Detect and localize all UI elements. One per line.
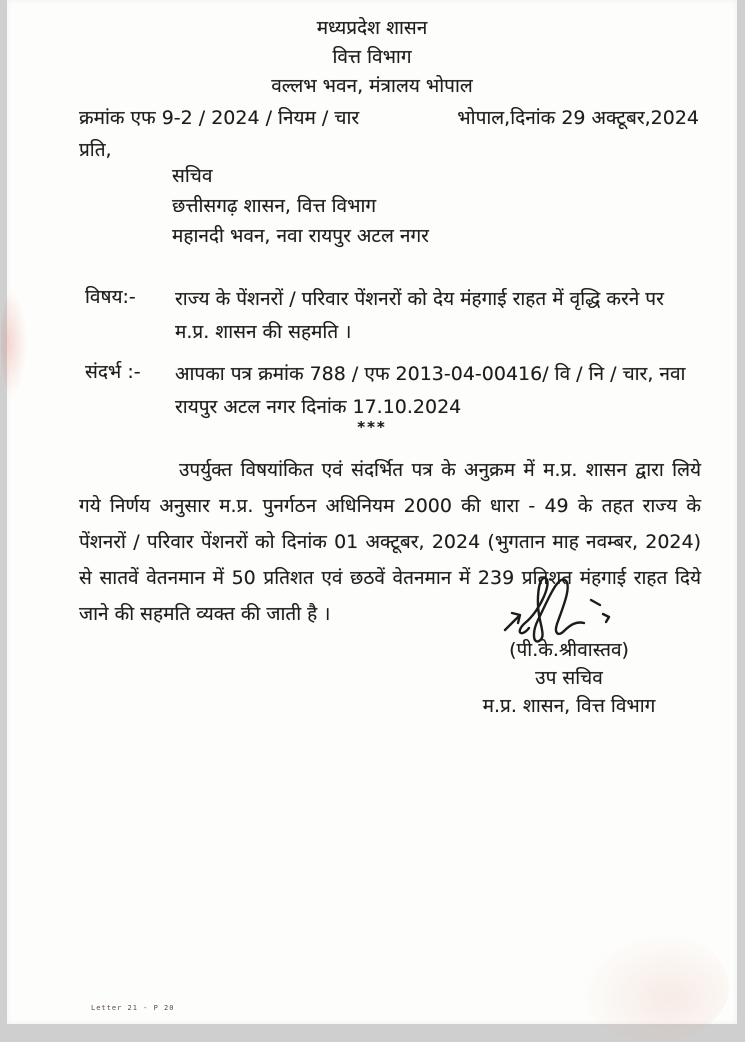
signer-department: म.प्र. शासन, वित्त विभाग [482,695,656,717]
addressee-address: महानदी भवन, नवा रायपुर अटल नगर [172,225,429,247]
subject-text: राज्य के पेंशनरों / परिवार पेंशनरों को देय मंहगाई राहत में वृद्धि करने पर म.प्र. शासन की सहमति । [175,288,664,343]
letter-number: क्रमांक एफ 9-2 / 2024 / नियम / चार [79,107,360,129]
footer-print-mark: Letter 21 - P 20 [91,1004,175,1012]
subject-label: विषय:- [85,286,136,308]
government-name: मध्यप्रदेश शासन [316,17,428,39]
letter-page [7,0,737,1024]
reference-number-row [79,104,699,130]
signer-block [455,636,683,720]
body-paragraph: उपर्युक्त विषयांकित एवं संदर्भित पत्र के अनुक्रम में म.प्र. शासन द्वारा लिये गये निर्णय अनुसार म.प्र. पुनर्गठन अधिनियम 2000 की धारा - 49 के तहत राज्य के पेंशनरों / परिवार पेंशनरों को दिनांक 01 अक्टूबर, 2024 (भुगतान माह नवम्बर, 2024) से सातवें वेतनमान में 50 प्रतिशत एवं छठवें वेतनमान में 239 प्रतिशत मंहगाई राहत दिये जाने की सहमति व्यक्त की जाती है । [79,459,701,625]
office-address: वल्लभ भवन, मंत्रालय भोपाल [271,75,473,97]
signer-designation: उप सचिव [535,667,603,689]
scan-smudge-bottom-right [579,932,729,1042]
addressee-title: सचिव [172,165,213,187]
reference-label: संदर्भ :- [85,361,141,383]
scan-smudge-left [1,288,27,398]
place-and-date: भोपाल,दिनांक 29 अक्टूबर,2024 [457,107,699,129]
addressee-block [172,161,677,251]
reference-text: आपका पत्र क्रमांक 788 / एफ 2013-04-00416/ वि / नि / चार, नवा रायपुर अटल नगर दिनांक 17.10.2024 [175,363,686,418]
signer-name: (पी.के.श्रीवास्तव) [509,639,629,661]
separator-stars: *** [357,418,387,436]
salutation: प्रति, [79,139,112,161]
handwritten-signature-icon [499,572,629,644]
department-name: वित्त विभाग [332,46,412,68]
addressee-department: छत्तीसगढ़ शासन, वित्त विभाग [172,195,377,217]
